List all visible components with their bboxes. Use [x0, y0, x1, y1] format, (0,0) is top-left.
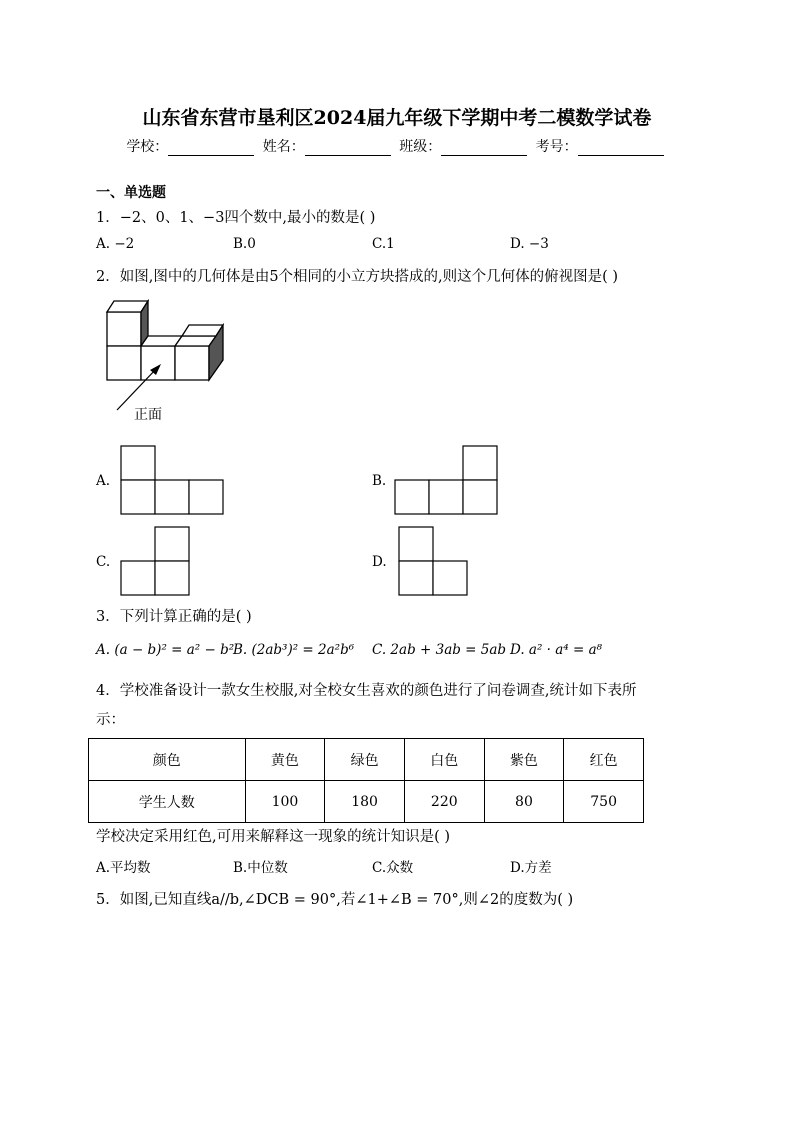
q2-option-b-letter[interactable]: B.: [372, 473, 387, 489]
table-header-row: [89, 739, 644, 781]
q4-option-b[interactable]: B.中位数: [233, 860, 288, 876]
school-label: 学校：: [126, 139, 169, 155]
q3-option-d[interactable]: D. a² · a⁴ = a⁸: [510, 642, 603, 658]
student-info-line: [0, 136, 794, 156]
q2-option-b-figure: [394, 445, 498, 515]
table-cell: 颜色: [89, 739, 246, 781]
page-title: 山东省东营市垦利区2024届九年级下学期中考二模数学试卷: [142, 107, 652, 129]
table-cell: 白色: [404, 739, 484, 781]
table-cell: 紫色: [484, 739, 564, 781]
q3-option-b[interactable]: B. (2ab³)² = 2a²b⁶: [233, 642, 355, 658]
class-blank[interactable]: [441, 141, 527, 156]
q1-option-b[interactable]: B.0: [233, 236, 256, 252]
q3-option-a[interactable]: A. (a − b)² = a² − b²: [96, 642, 235, 658]
table-cell: 红色: [564, 739, 644, 781]
q3-stem: 3．下列计算正确的是( ): [96, 609, 252, 625]
front-label: 正面: [134, 407, 162, 423]
table-cell: 180: [325, 781, 405, 823]
exam-number-blank[interactable]: [578, 141, 664, 156]
table-cell: 学生人数: [89, 781, 246, 823]
q4-follow-question: 学校决定采用红色,可用来解释这一现象的统计知识是( ): [96, 829, 451, 845]
table-cell: 220: [404, 781, 484, 823]
school-blank[interactable]: [168, 141, 254, 156]
q1-stem: 1．−2、0、1、−3四个数中,最小的数是( ): [96, 210, 376, 226]
class-label: 班级：: [399, 139, 442, 155]
cube-b3-front: [175, 346, 209, 380]
q4-option-c[interactable]: C.众数: [372, 860, 414, 876]
table-row: [89, 781, 644, 823]
q4-stem-line1: 4．学校准备设计一款女生校服,对全校女生喜欢的颜色进行了问卷调查,统计如下表所: [96, 683, 637, 699]
q2-option-d-figure: [398, 526, 468, 596]
name-label: 姓名：: [262, 139, 305, 155]
table-cell: 绿色: [325, 739, 405, 781]
q2-option-c-figure: [120, 526, 190, 596]
table-cell: 黄色: [245, 739, 325, 781]
q1-option-a[interactable]: A. −2: [96, 236, 135, 252]
cube-b2-front: [141, 346, 175, 380]
q2-option-a-letter[interactable]: A.: [96, 473, 111, 489]
q2-option-a-figure: [120, 445, 224, 515]
table-cell: 80: [484, 781, 564, 823]
q5-stem: 5．如图,已知直线a//b,∠DCB = 90°,若∠1+∠B = 70°,则∠2的度数为( ): [96, 892, 574, 908]
q4-stem-line2: 示：: [96, 712, 125, 728]
q4-option-a[interactable]: A.平均数: [96, 860, 151, 876]
exam-number-label: 考号：: [535, 139, 578, 155]
table-cell: 750: [564, 781, 644, 823]
cube-top-front: [107, 312, 141, 346]
table-cell: 100: [245, 781, 325, 823]
q1-option-c[interactable]: C.1: [372, 236, 395, 252]
name-blank[interactable]: [305, 141, 391, 156]
q2-option-d-letter[interactable]: D.: [372, 554, 387, 570]
q2-option-c-letter[interactable]: C.: [96, 554, 111, 570]
color-survey-table: [88, 738, 644, 823]
q3-option-c[interactable]: C. 2ab + 3ab = 5ab: [372, 642, 507, 658]
q1-option-d[interactable]: D. −3: [510, 236, 549, 252]
q2-stem: 2．如图,图中的几何体是由5个相同的小立方块搭成的,则这个几何体的俯视图是( ): [96, 269, 619, 285]
q4-option-d[interactable]: D.方差: [510, 860, 552, 876]
cube-b1-front: [107, 346, 141, 380]
section-heading: 一、单选题: [96, 185, 166, 201]
cube-figure: [100, 298, 240, 388]
